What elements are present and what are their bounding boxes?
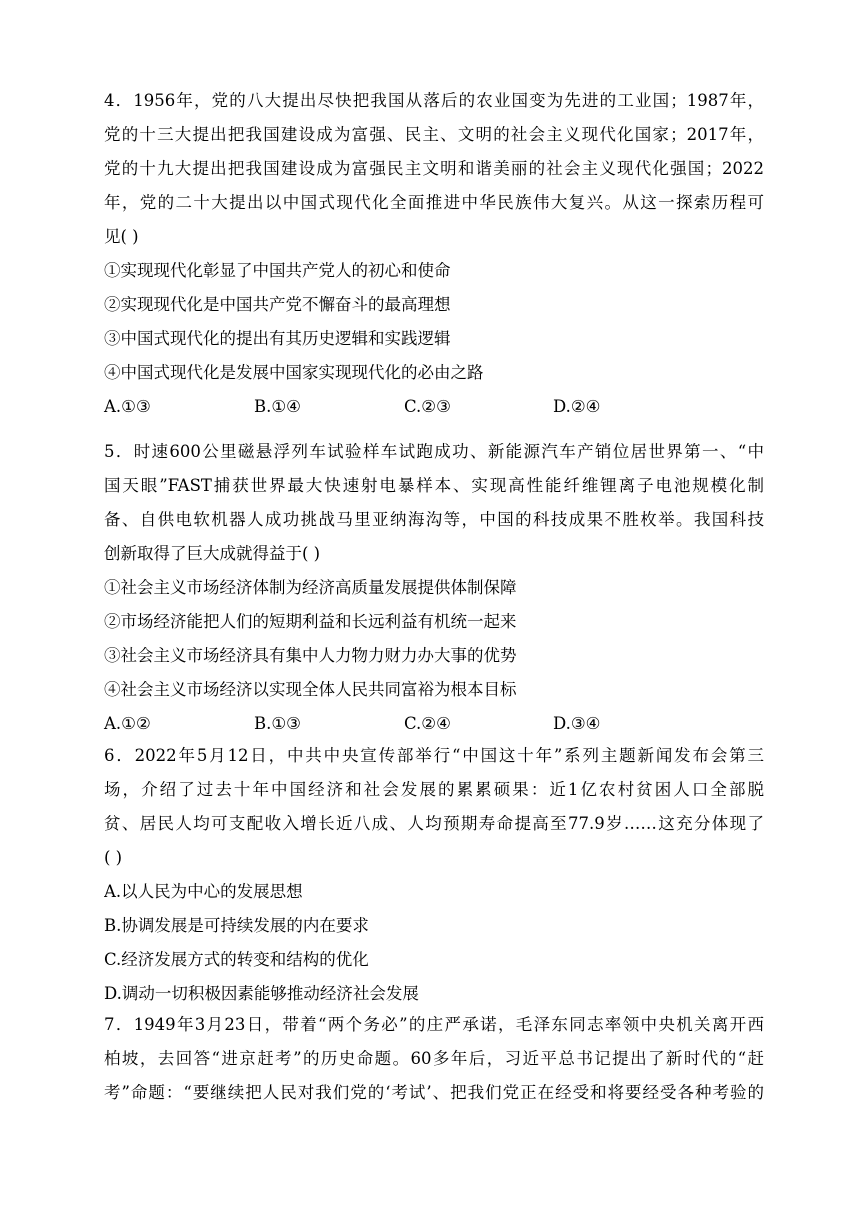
- statement-item: ③中国式现代化的提出有其历史逻辑和实践逻辑: [104, 329, 451, 348]
- option-b: B.协调发展是可持续发展的内在要求: [104, 916, 369, 935]
- choice-a: A.①②: [104, 714, 151, 733]
- question-stem-line: 创新取得了巨大成就得益于( ): [104, 544, 321, 563]
- answer-choices: [104, 390, 764, 424]
- statement-item: ④中国式现代化是发展中国家实现现代化的必由之路: [104, 363, 484, 382]
- question-7: [104, 1008, 764, 1110]
- statement-item: ①实现现代化彰显了中国共产党人的初心和使命: [104, 261, 451, 280]
- question-stem-line: 考”命题：“要继续把人民对我们党的‘考试’、把我们党正在经受和将要经受各种考验的: [104, 1083, 764, 1102]
- question-stem-line: 场，介绍了过去十年中国经济和社会发展的累累硕果：近1亿农村贫困人口全部脱: [104, 780, 764, 799]
- choice-c: C.②③: [404, 397, 451, 416]
- choice-d: D.③④: [553, 714, 601, 733]
- statement-item: ②市场经济能把人们的短期利益和长远利益有机统一起来: [104, 612, 517, 631]
- statement-item: ②实现现代化是中国共产党不懈奋斗的最高理想: [104, 295, 451, 314]
- question-4: [104, 84, 764, 424]
- statement-item: ③社会主义市场经济具有集中人力物力财力办大事的优势: [104, 646, 517, 665]
- question-stem-line: 备、自供电软机器人成功挑战马里亚纳海沟等，中国的科技成果不胜枚举。我国科技: [104, 510, 764, 529]
- question-stem-line: 党的十九大提出把我国建设成为富强民主文明和谐美丽的社会主义现代化强国；2022: [104, 159, 764, 178]
- question-stem-line: 柏坡，去回答“进京赶考”的历史命题。60多年后，习近平总书记提出了新时代的“赶: [104, 1049, 764, 1068]
- question-stem-line: 国天眼”FAST捕获世界最大快速射电暴样本、实现高性能纤维锂离子电池规模化制: [104, 476, 764, 495]
- choice-d: D.②④: [553, 397, 601, 416]
- question-stem-line: ( ): [104, 848, 123, 867]
- option-d: D.调动一切积极因素能够推动经济社会发展: [104, 984, 419, 1003]
- question-6: [104, 739, 764, 1011]
- choice-a: A.①③: [104, 397, 151, 416]
- choice-b: B.①④: [254, 397, 301, 416]
- choice-b: B.①③: [254, 714, 301, 733]
- question-stem-line: 年，党的二十大提出以中国式现代化全面推进中华民族伟大复兴。从这一探索历程可: [104, 193, 764, 212]
- question-stem-line: 党的十三大提出把我国建设成为富强、民主、文明的社会主义现代化国家；2017年，: [104, 125, 764, 144]
- statement-item: ①社会主义市场经济体制为经济高质量发展提供体制保障: [104, 578, 517, 597]
- question-stem-line: 7．1949年3月23日，带着“两个务必”的庄严承诺，毛泽东同志率领中央机关离开西: [104, 1015, 764, 1034]
- question-stem-line: 6．2022年5月12日，中共中央宣传部举行“中国这十年”系列主题新闻发布会第三: [104, 746, 764, 765]
- option-c: C.经济发展方式的转变和结构的优化: [104, 950, 369, 969]
- answer-choices: [104, 707, 764, 741]
- question-stem-line: 贫、居民人均可支配收入增长近八成、人均预期寿命提高至77.9岁……这充分体现了: [104, 814, 764, 833]
- question-stem-line: 4．1956年，党的八大提出尽快把我国从落后的农业国变为先进的工业国；1987年，: [104, 91, 764, 110]
- choice-c: C.②④: [404, 714, 451, 733]
- question-stem-line: 5．时速600公里磁悬浮列车试验样车试跑成功、新能源汽车产销位居世界第一、“中: [104, 442, 764, 461]
- statement-item: ④社会主义市场经济以实现全体人民共同富裕为根本目标: [104, 680, 517, 699]
- question-5: [104, 435, 764, 741]
- question-stem-line: 见( ): [104, 227, 139, 246]
- option-a: A.以人民为中心的发展思想: [104, 882, 303, 901]
